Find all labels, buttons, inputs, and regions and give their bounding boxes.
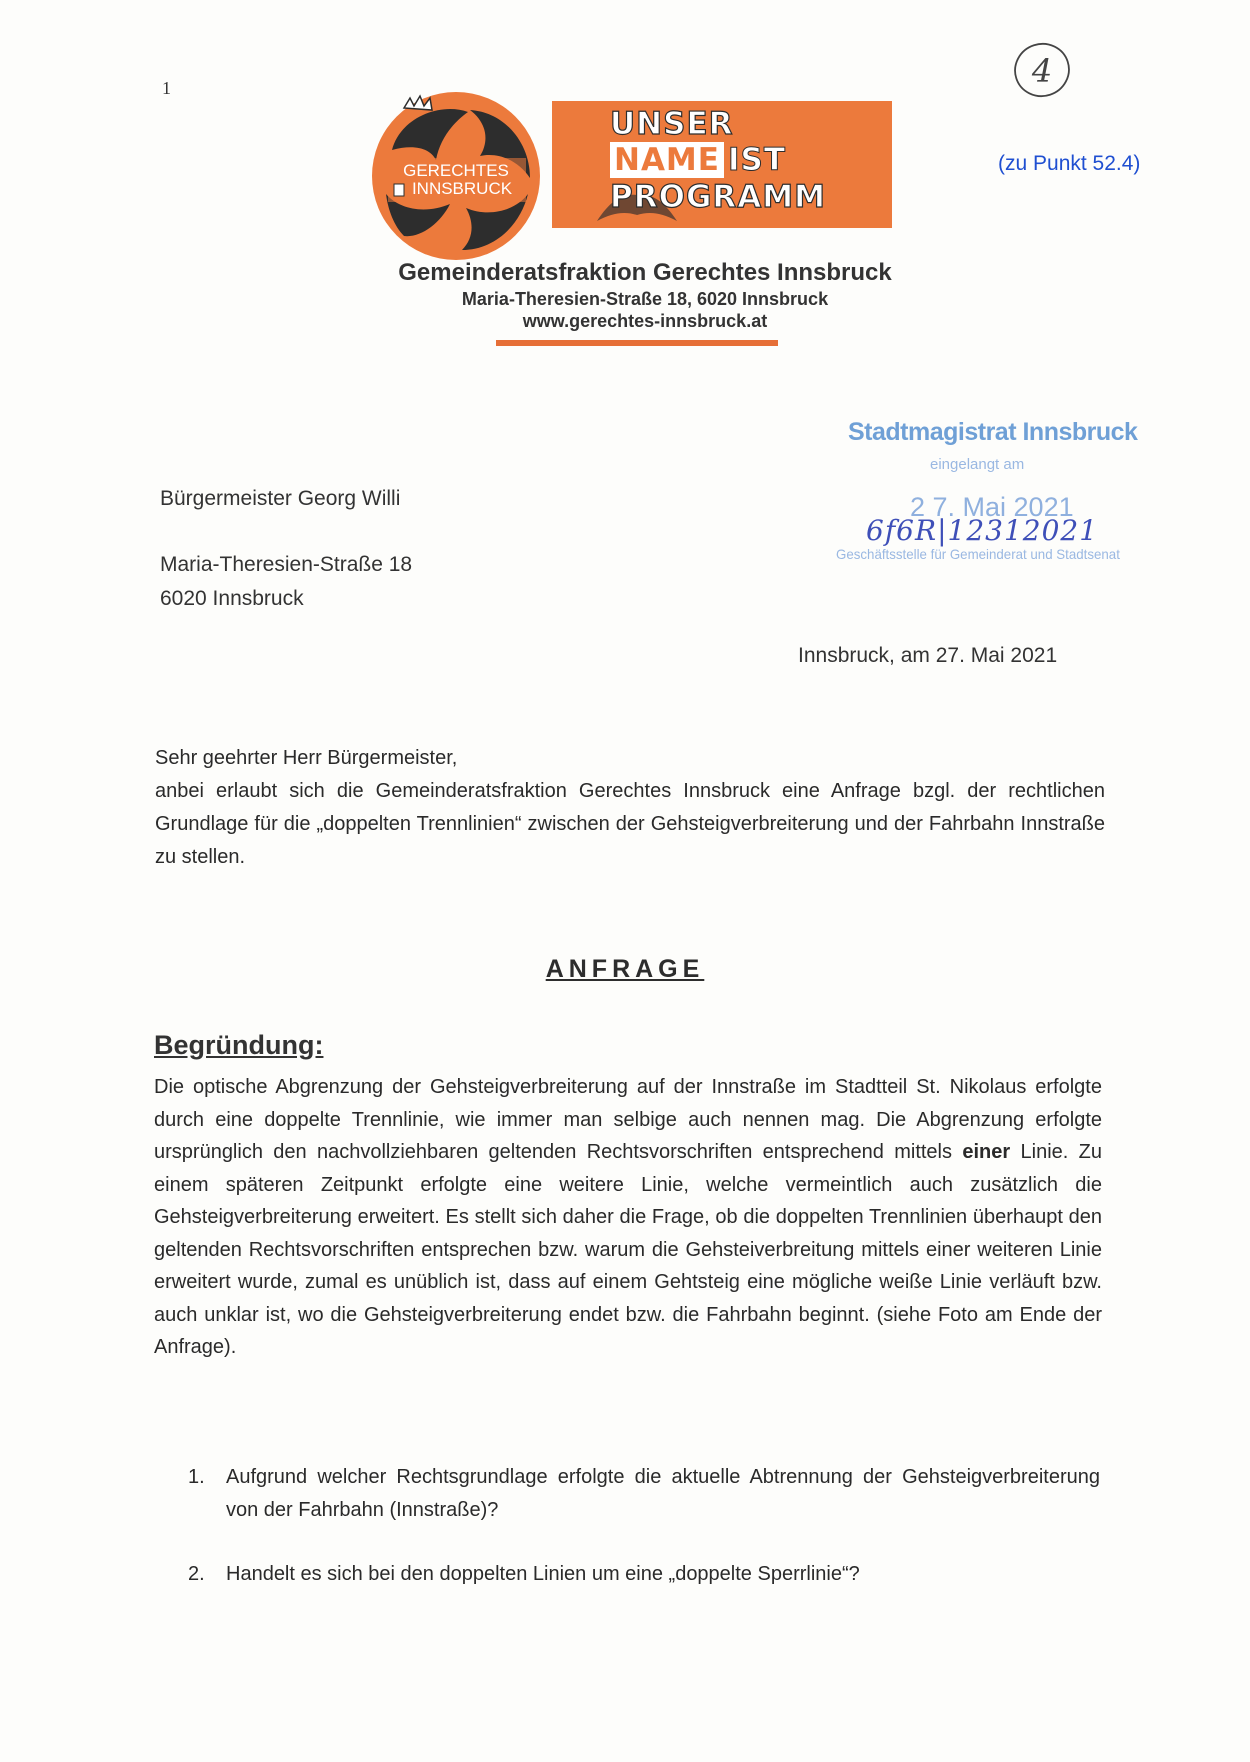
- letterhead: [330, 258, 960, 332]
- logo-circle-line-2: INNSBRUCK: [411, 179, 513, 198]
- banner-word-name: NAME: [610, 142, 724, 178]
- begruendung-text-part-2: Linie. Zu einem späteren Zeitpunkt erfolgte eine weitere Linie, welche vermeintlich auch zusätzlich die Gehsteigverbreiterung erweitert. Es stellt sich daher die Frage, ob die doppelten Trennlinien überhaupt den geltenden Rechtsvorschriften entsprechen bzw. warum die Gehsteiverbreitung mittels einer weiteren Linie erweitert wurde, zumal es unüblich ist, dass auf einem Gehtsteig eine mögliche weiße Linie verläuft bzw. auch unklar ist, wo die Gehsteigverbreiterung endet bzw. die Fahrbahn beginnt. (siehe Foto am Ende der Anfrage).: [154, 1141, 1103, 1358]
- document-title: ANFRAGE: [545, 955, 705, 983]
- question-text: Handelt es sich bei den doppelten Linien um eine „doppelte Sperrlinie“?: [226, 1563, 860, 1585]
- banner-line-unser: UNSER: [610, 106, 734, 142]
- banner-line-programm: PROGRAMM: [610, 179, 826, 215]
- stamp-subtitle: eingelangt am: [930, 456, 1025, 473]
- question-text: Aufgrund welcher Rechtsgrundlage erfolgte die aktuelle Abtrennung der Gehsteigverbreiterung von der Fahrbahn (Innstraße)?: [226, 1466, 1100, 1521]
- recipient-city: 6020 Innsbruck: [160, 587, 304, 610]
- reference-note: (zu Punkt 52.4): [998, 152, 1141, 175]
- logo-circle-line-1: GERECHTES: [403, 161, 509, 180]
- question-number: 2.: [188, 1563, 205, 1585]
- intro-text: anbei erlaubt sich die Gemeinderatsfraktion Gerechtes Innsbruck eine Anfrage bzgl. der rechtlichen Grundlage für die „doppelten Trennlinien“ zwischen der Gehsteigverbreiterung und der Fahrbahn Innstraße zu stellen.: [155, 780, 1105, 868]
- recipient-street: Maria-Theresien-Straße 18: [160, 553, 413, 576]
- list-item: [188, 1558, 1100, 1591]
- gerechtes-innsbruck-logo: [370, 90, 542, 262]
- question-number: 1.: [188, 1466, 205, 1488]
- banner-word-ist: IST: [727, 142, 786, 178]
- stamp-date: 2 7. Mai 2021: [910, 492, 1074, 522]
- recipient-address: [160, 482, 412, 616]
- org-website: www.gerechtes-innsbruck.at: [522, 311, 768, 331]
- received-stamp: [820, 418, 1140, 578]
- begruendung-heading: Begründung:: [154, 1030, 324, 1060]
- salutation: Sehr geehrter Herr Bürgermeister,: [155, 747, 458, 769]
- stamp-handwritten-reference: 6f6R|12312021: [866, 514, 1099, 547]
- questions-list: [188, 1461, 1100, 1623]
- banner-line-name-ist: [610, 143, 786, 177]
- list-item: [188, 1461, 1100, 1526]
- begruendung-text-bold: einer: [962, 1141, 1011, 1163]
- letterhead-divider: [496, 340, 778, 346]
- stamp-title: Stadtmagistrat Innsbruck: [848, 418, 1138, 446]
- begruendung-text-part-1: Die optische Abgrenzung der Gehsteigverbreiterung auf der Innstraße im Stadtteil St. Nikolaus erfolgte durch eine doppelte Trennlinie, wie immer man selbige auch nennen mag. Die Abgrenzung erfolgte ursprünglich den nachvollziehbaren geltenden Rechtsvorschriften entsprechend mittels: [154, 1076, 1102, 1163]
- intro-paragraph: [155, 742, 1105, 874]
- begruendung-text: [154, 1071, 1102, 1364]
- handwritten-circle-annotation: [1010, 40, 1074, 104]
- unser-name-ist-programm-banner: [552, 101, 892, 228]
- circled-number: 4: [1031, 52, 1053, 90]
- stamp-footer: Geschäftsstelle für Gemeinderat und Stadtsenat: [836, 546, 1120, 562]
- letter-date: Innsbruck, am 27. Mai 2021: [798, 644, 1058, 667]
- org-name: Gemeinderatsfraktion Gerechtes Innsbruck: [398, 259, 892, 286]
- page-number: 1: [162, 78, 171, 98]
- recipient-name: Bürgermeister Georg Willi: [160, 487, 401, 510]
- org-address: Maria-Theresien-Straße 18, 6020 Innsbruck: [461, 289, 829, 309]
